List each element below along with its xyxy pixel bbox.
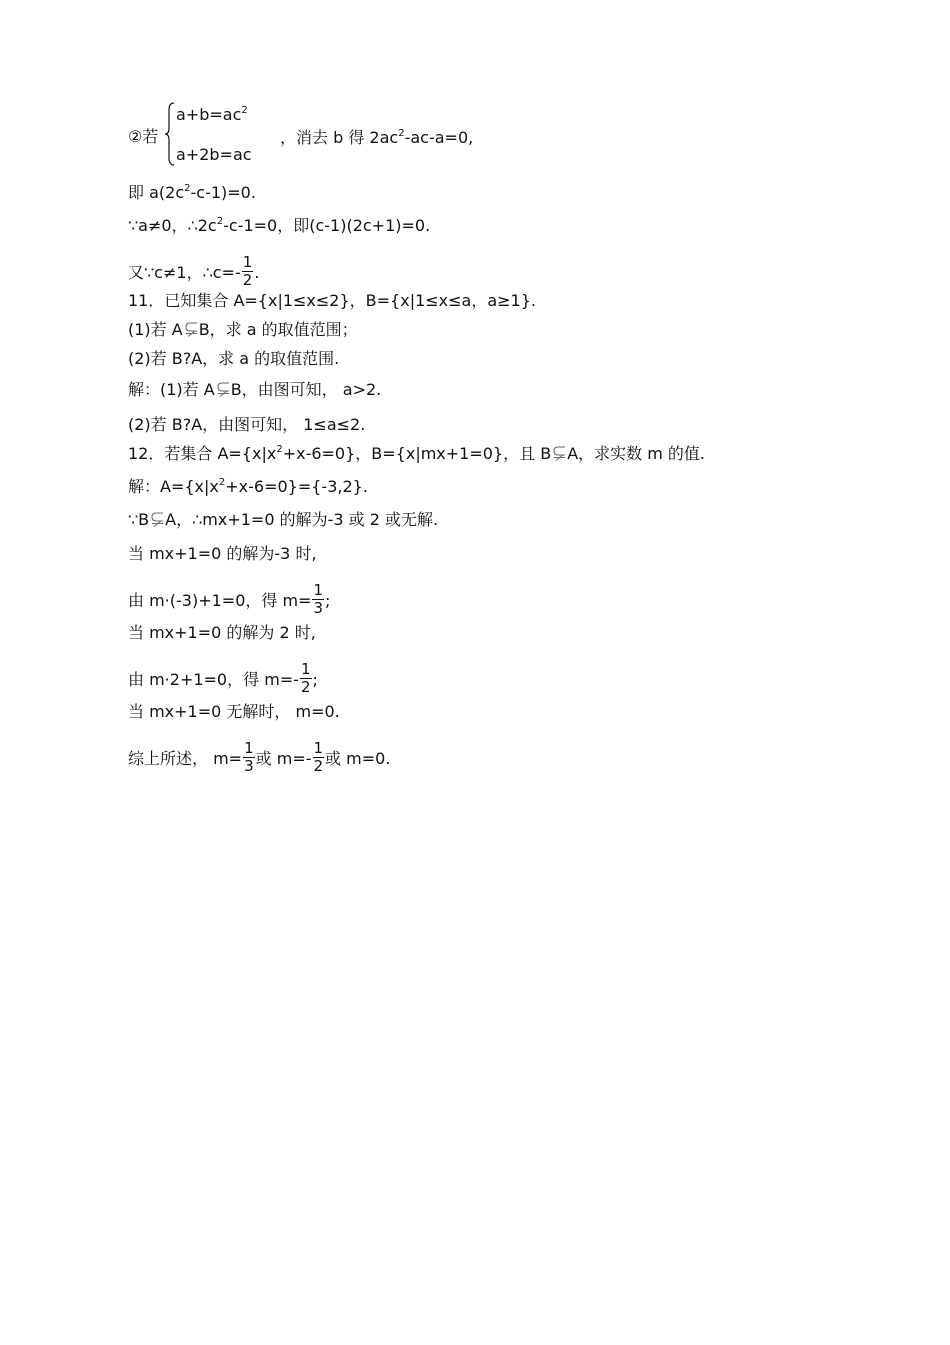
question-12-stem: 12．若集合 $A=\{x|x^2+x-6=0\}$，B={x|mx+1=0}，且 B A，求实数 m 的值. [128, 444, 705, 463]
fraction: $\frac{1}{3}$ [313, 581, 323, 617]
solution-11-part-2: (2)若 B?A，由图可知， 1≤a≤2. [128, 415, 366, 434]
solution-12-line: ∵B A，∴mx+1=0 的解为-3 或 2 或无解. [128, 510, 439, 529]
solution-12-line: 当 mx+1=0 的解为-3 时, [128, 544, 317, 563]
text-line: ∵a≠0，$\therefore 2c^2-c-1=0$，即(c-1)(2c+1)=0. [128, 216, 431, 235]
fraction: $\frac{1}{3}$ [244, 739, 254, 775]
solution-12-line: 当 mx+1=0 的解为 2 时, [128, 623, 316, 642]
question-11-part-2: (2)若 B?A，求 a 的取值范围. [128, 349, 340, 368]
solution-12-line: 由 m·2+1=0，得 m=- $\frac{1}{2}$ ; [128, 660, 318, 696]
equation-system [128, 100, 728, 170]
solution-12-line: 解：$A=\{x|x^2+x-6=0\}=\{-3,2\}$. [128, 477, 368, 496]
solution-11-part-1: 解：(1)若 A B，由图可知， a>2. [128, 380, 382, 399]
subsetneq-symbol-icon [215, 381, 231, 397]
subsetneq-symbol-icon [551, 445, 567, 461]
fraction: $\frac{1}{2}$ [300, 660, 311, 696]
question-11-stem: 11．已知集合 A={x|1≤x≤2}，B={x|1≤x≤a，a≥1}. [128, 291, 537, 310]
text-line: 即 $a(2c^2-c-1)=0$. [128, 183, 256, 202]
subsetneq-symbol-icon [149, 511, 165, 527]
system-equation-1: $a+b=ac^2$ [176, 105, 248, 124]
solution-12-line: 当 mx+1=0 无解时， m=0. [128, 702, 340, 721]
text-line: 又∵c≠1，∴c=- $\frac{1}{2}$ . [128, 253, 260, 289]
fraction: $\frac{1}{2}$ [242, 253, 253, 289]
fraction: $\frac{1}{2}$ [313, 739, 324, 775]
elimination-text: ，消去 b 得 $2ac^2-ac-a=0$, [280, 128, 474, 147]
case-prefix: ②若 [128, 127, 159, 146]
solution-12-line: 由 m·(-3)+1=0，得 m= $\frac{1}{3}$ ; [128, 581, 331, 617]
left-brace-icon [164, 102, 176, 166]
system-equation-2: a+2b=ac [176, 145, 252, 164]
solution-12-conclusion: 综上所述， m= $\frac{1}{3}$ 或 m=- $\frac{1}{2}$ 或 m=0. [128, 739, 391, 775]
subsetneq-symbol-icon [183, 321, 199, 337]
question-11-part-1: (1)若 A B，求 a 的取值范围； [128, 320, 358, 339]
